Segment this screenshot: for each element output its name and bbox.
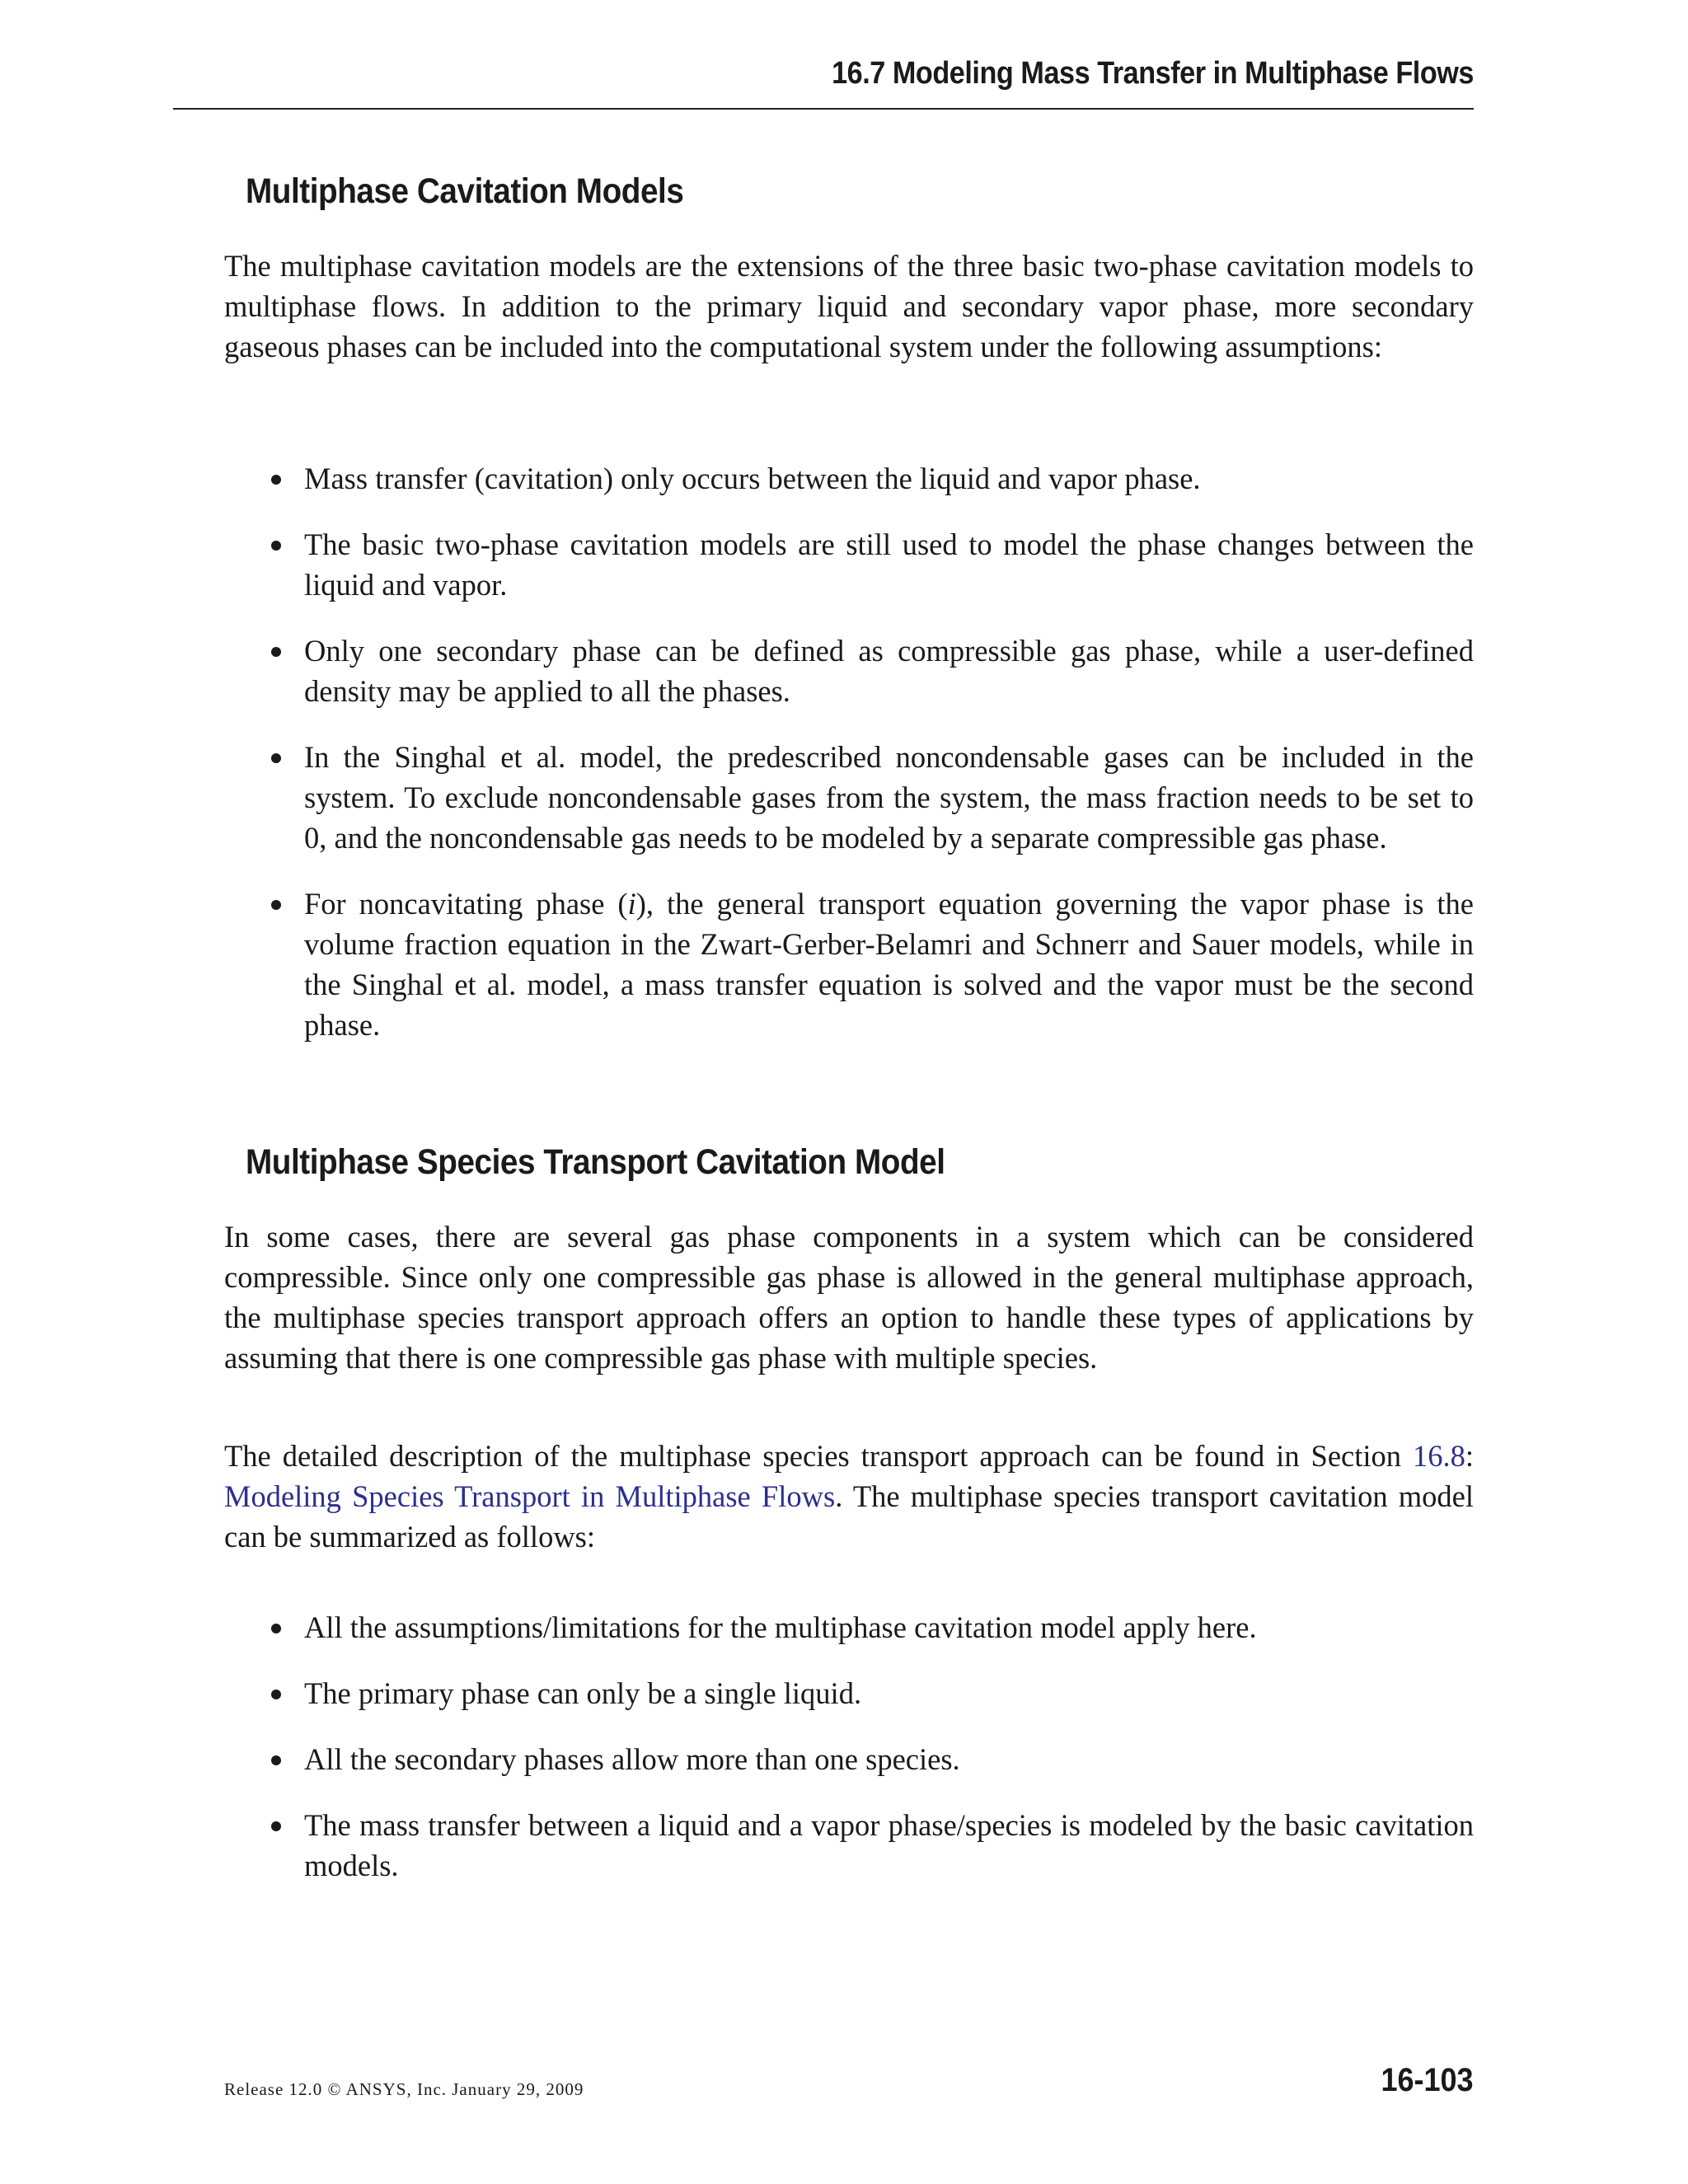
list-item: Mass transfer (cavitation) only occurs between the liquid and vapor phase. [224,458,1474,499]
paragraph-compressible: In some cases, there are several gas phase components in a system which can be considered compressible. Since only one compressible gas phase is allowed in the general multiphase approach, the multiphase species transport approach offers an option to handle these types of applications by assuming that there is one compressible gas phase with multiple species. [224,1220,1474,1375]
bullet-icon [271,753,281,763]
running-header: 16.7 Modeling Mass Transfer in Multiphase Flows [832,56,1474,91]
section-heading-species-transport: Multiphase Species Transport Cavitation Model [246,1142,945,1182]
list-item: All the assumptions/limitations for the multiphase cavitation model apply here. [224,1607,1474,1647]
paragraph-intro: The multiphase cavitation models are the extensions of the three basic two-phase cavitation models to multiphase flows. In addition to the primary liquid and secondary vapor phase, more secondary gaseous phases can be included into the computational system under the following assumptions: [224,249,1474,363]
list-item: The primary phase can only be a single liquid. [224,1673,1474,1713]
section-link-title[interactable]: Modeling Species Transport in Multiphase Flows [224,1479,836,1513]
bullet-icon [271,1821,281,1831]
footer-release: Release 12.0 © ANSYS, Inc. January 29, 2009 [224,2079,584,2099]
list-item: All the secondary phases allow more than one species. [224,1739,1474,1779]
list-item: For noncavitating phase (i), the general transport equation governing the vapor phase is the volume fraction equation in the Zwart-Gerber-Belamri and Schnerr and Sauer models, while in the Singhal et al. model, a mass transfer equation is solved and the vapor must be the second phase. [224,883,1474,1045]
bullet-icon [271,900,281,910]
assumptions-list [224,458,1474,1045]
list-item: Only one secondary phase can be defined as compressible gas phase, while a user-defined density may be applied to all the phases. [224,630,1474,711]
species-model-list [224,1607,1474,1886]
bullet-icon [271,541,281,551]
bullet-icon [271,1624,281,1633]
list-item: In the Singhal et al. model, the predescribed noncondensable gases can be included in the system. To exclude noncondensable gases from the system, the mass fraction needs to be set to 0, and the noncondensable gas needs to be modeled by a separate compressible gas phase. [224,737,1474,858]
section-link-number[interactable]: 16.8 [1412,1439,1465,1473]
page-number: 16-103 [1381,2062,1474,2098]
bullet-icon [271,475,281,485]
bullet-icon [271,647,281,657]
bullet-icon [271,1755,281,1765]
bullet-icon [271,1690,281,1699]
list-item: The basic two-phase cavitation models are still used to model the phase changes between the liquid and vapor. [224,524,1474,605]
header-rule [173,108,1474,110]
paragraph-description: The detailed description of the multiphase species transport approach can be found in Section 16.8: Modeling Species Transport in Multiphase Flows. The multiphase species transport cavitation model can be summarized as follows: [224,1439,1474,1554]
list-item: The mass transfer between a liquid and a vapor phase/species is modeled by the basic cavitation models. [224,1805,1474,1886]
section-heading-cavitation: Multiphase Cavitation Models [246,171,684,211]
